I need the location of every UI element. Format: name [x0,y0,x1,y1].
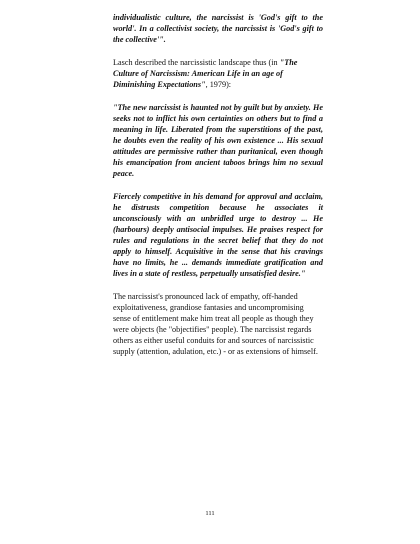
quote-paragraph-1: "The new narcissist is haunted not by guilt but by anxiety. He seeks not to inflict his own certainties on others but to find a meaning in life. Liberated from the superstitions of the past, he doubts even the reality of his own existence ... His sexual attitudes are permissive rather than puritanical, even though his emancipation from ancient taboos brings him no sexual peace. [113,103,323,178]
paragraph-closing-quote: individualistic culture, the narcissist is 'God's gift to the world'. In a collectivist society, the narcissist is 'God's gift to the collective'". [113,13,323,44]
quote-paragraph-2: Fiercely competitive in his demand for approval and acclaim, he distrusts competition because he associates it unconsciously with an unbridled urge to destroy ... He (harbours) deeply antisocial impulses. He praises respect for rules and regulations in the secret belief that they do not apply to himself. Acquisitive in the sense that his cravings have no limits, he ... demands immediate gratification and lives in a state of restless, perpetually unsatisfied desire." [113,192,323,278]
paragraph-objectification: The narcissist's pronounced lack of empathy, off-handed exploitativeness, grandiose fantasies and uncompromising sense of entitlement make him treat all people as though they were objects (he "objectifies" people). The narcissist regards others as either useful conduits for and sources of narcissistic supply (attention, adulation, etc.) - or as extensions of himself. [113,292,318,356]
paragraph-lasch-intro [113,57,323,90]
page-number: 111 [205,510,215,517]
lasch-year-text: , 1979): [205,80,232,89]
lasch-intro-text: Lasch described the narcissistic landscape thus (in [113,58,280,67]
page-body [113,12,323,369]
book-title: "The Culture of Narcissism: American Life in an age of Diminishing Expectations" [113,58,298,89]
